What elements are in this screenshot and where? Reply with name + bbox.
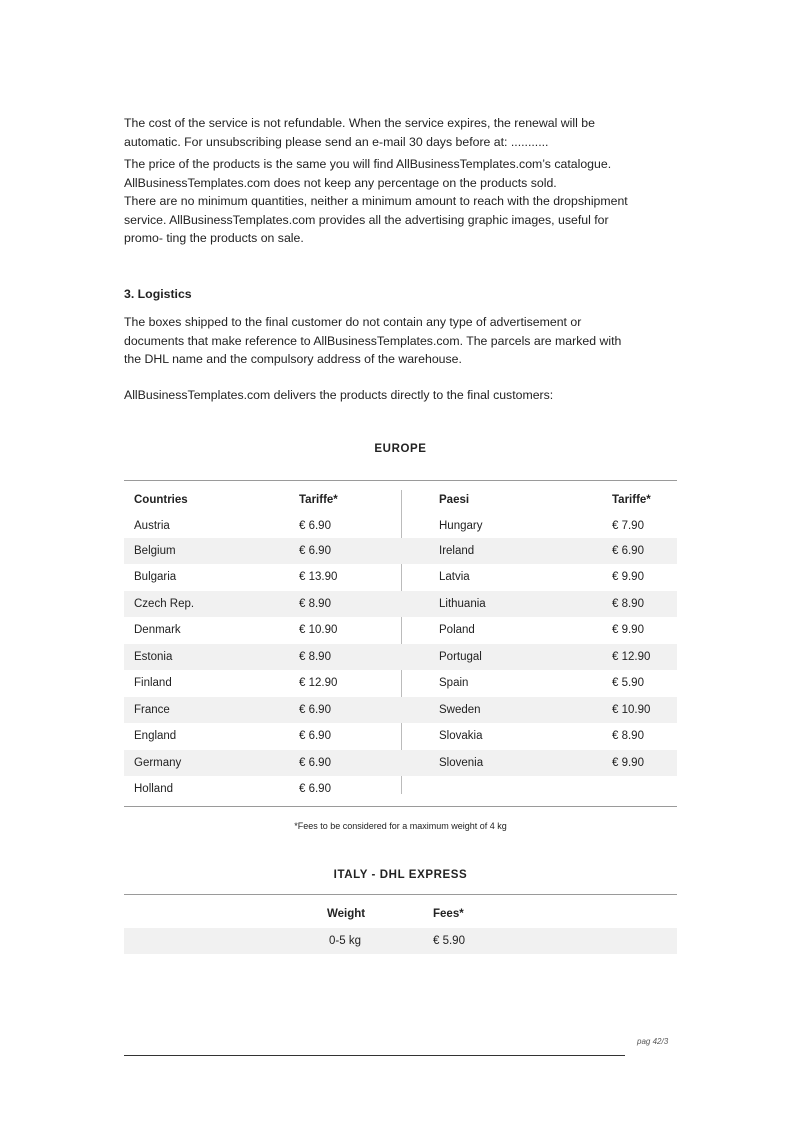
separator-segment: [401, 490, 402, 538]
intro-line: The price of the products is the same you will find AllBusinessTemplates.com’s catalogue.: [124, 157, 612, 171]
fee-cell: € 6.90: [299, 520, 331, 532]
intro-line: automatic. For unsubscribing please send an e-mail 30 days before at: ...........: [124, 134, 549, 149]
logistics-line: documents that make reference to AllBusinessTemplates.com. The parcels are marked with: [124, 333, 622, 348]
country-cell: Slovenia: [439, 757, 484, 769]
separator-segment: [401, 670, 402, 697]
delivery-paragraph: AllBusinessTemplates.com delivers the products directly to the final customers:: [124, 388, 554, 402]
column-header-paesi: Paesi: [439, 494, 470, 506]
intro-line: The cost of the service is not refundable. When the service expires, the renewal will be: [124, 116, 595, 130]
fee-cell: € 12.90: [299, 677, 338, 689]
fees-footnote: *Fees to be considered for a maximum weight of 4 kg: [294, 821, 507, 831]
fee-cell: € 6.90: [299, 730, 331, 742]
country-cell: Germany: [134, 757, 182, 769]
country-cell: Slovakia: [439, 730, 483, 742]
table-row: [124, 644, 677, 670]
europe-table-bottom-rule: [124, 806, 677, 807]
footer-rule: [124, 1055, 625, 1056]
country-cell: Holland: [134, 783, 173, 795]
europe-table-top-rule: [124, 480, 677, 481]
fee-cell: € 6.90: [612, 545, 644, 557]
fee-cell: € 9.90: [612, 757, 644, 769]
column-header-countries: Countries: [134, 494, 188, 506]
fee-cell: € 8.90: [299, 651, 331, 663]
separator-segment: [401, 564, 402, 591]
logistics-heading: 3. Logistics: [124, 287, 192, 301]
fee-cell: € 9.90: [612, 571, 644, 583]
fee-cell: € 12.90: [612, 651, 651, 663]
country-cell: Poland: [439, 624, 475, 636]
europe-table-title: EUROPE: [374, 443, 427, 455]
column-header-tariffe: Tariffe*: [612, 494, 651, 506]
country-cell: Hungary: [439, 520, 483, 532]
fee-cell: € 6.90: [299, 783, 331, 795]
fee-cell: € 8.90: [299, 598, 331, 610]
fee-cell: € 10.90: [299, 624, 338, 636]
country-cell: Estonia: [134, 651, 173, 663]
table-row: [124, 538, 677, 564]
fee-cell: € 5.90: [433, 935, 465, 947]
table-row: [124, 591, 677, 617]
country-cell: Lithuania: [439, 598, 486, 610]
country-cell: Sweden: [439, 704, 481, 716]
italy-table-top-rule: [124, 894, 677, 895]
country-cell: England: [134, 730, 177, 742]
intro-paragraph: [124, 114, 677, 151]
country-cell: Czech Rep.: [134, 598, 195, 610]
country-cell: Portugal: [439, 651, 482, 663]
country-cell: Finland: [134, 677, 172, 689]
table-row: [124, 697, 677, 723]
separator-segment: [401, 723, 402, 750]
country-cell: France: [134, 704, 170, 716]
page-number: pag 42/3: [637, 1037, 669, 1046]
fee-cell: € 9.90: [612, 624, 644, 636]
column-header-weight: Weight: [327, 908, 366, 920]
fee-cell: € 7.90: [612, 520, 644, 532]
separator-segment: [401, 617, 402, 644]
country-cell: Spain: [439, 677, 469, 689]
table-row: [124, 750, 677, 776]
logistics-line: The boxes shipped to the final customer do not contain any type of advertisement or: [124, 315, 582, 329]
fee-cell: € 5.90: [612, 677, 644, 689]
fee-cell: € 6.90: [299, 545, 331, 557]
country-cell: Austria: [134, 520, 170, 532]
fee-cell: € 10.90: [612, 704, 651, 716]
logistics-line: the DHL name and the compulsory address of the warehouse.: [124, 352, 462, 366]
column-header-tariffe: Tariffe*: [299, 494, 338, 506]
logistics-paragraph: [124, 313, 677, 369]
intro-line: service. AllBusinessTemplates.com provides all the advertising graphic images, useful for: [124, 212, 609, 227]
fee-cell: € 13.90: [299, 571, 338, 583]
column-header-fees: Fees*: [433, 908, 464, 920]
country-cell: Ireland: [439, 545, 475, 557]
fee-cell: € 6.90: [299, 757, 331, 769]
fee-cell: € 8.90: [612, 598, 644, 610]
intro-line: AllBusinessTemplates.com does not keep any percentage on the products sold.: [124, 175, 557, 190]
weight-cell: 0-5 kg: [329, 935, 361, 947]
pricing-paragraph: [124, 155, 677, 248]
fee-cell: € 6.90: [299, 704, 331, 716]
italy-table-title: ITALY - DHL EXPRESS: [333, 869, 468, 881]
intro-line: There are no minimum quantities, neither a minimum amount to reach with the dropshipment: [124, 194, 628, 208]
country-cell: Latvia: [439, 571, 470, 583]
country-cell: Bulgaria: [134, 571, 177, 583]
fee-cell: € 8.90: [612, 730, 644, 742]
table-row: [124, 928, 677, 954]
italy-table-header-row: [124, 901, 677, 927]
separator-segment: [401, 776, 402, 794]
country-cell: Belgium: [134, 545, 176, 557]
intro-line: promo- ting the products on sale.: [124, 231, 304, 245]
country-cell: Denmark: [134, 624, 181, 636]
